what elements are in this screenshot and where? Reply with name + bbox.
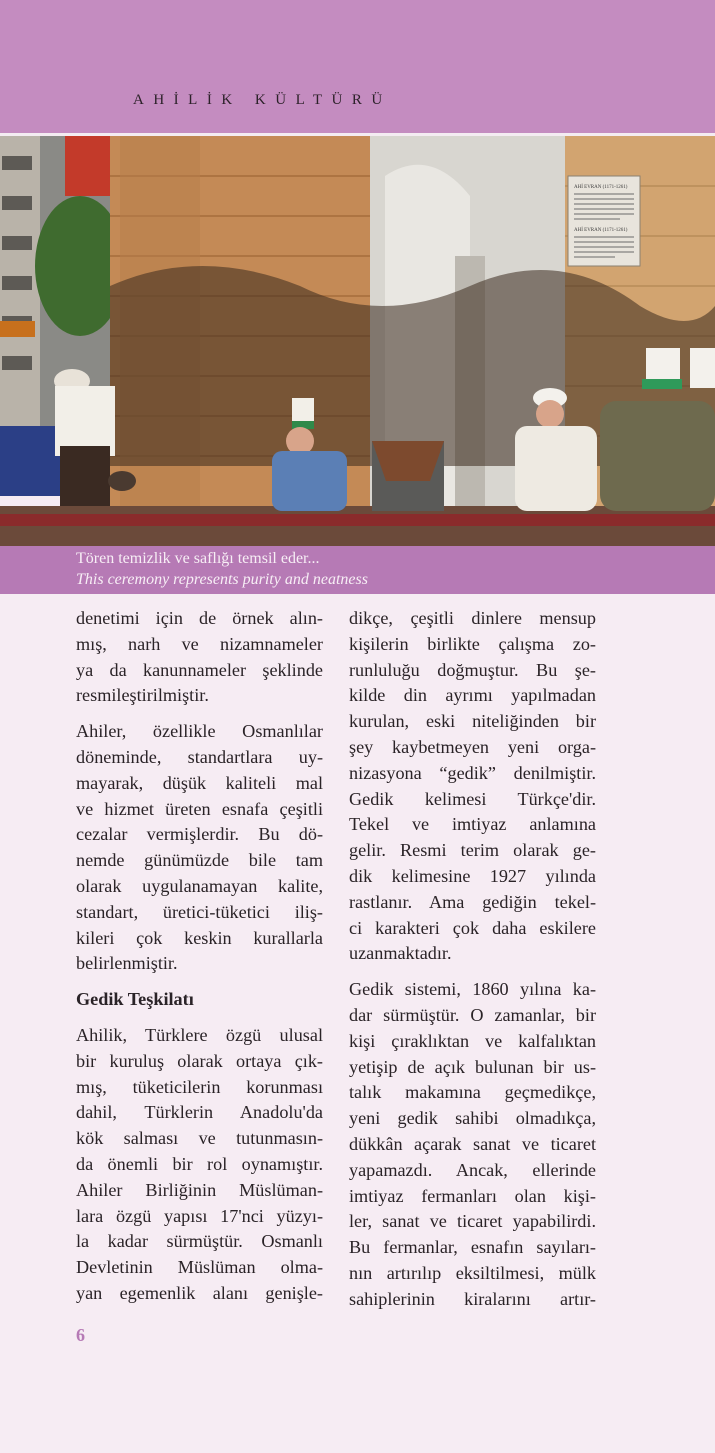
page-number: 6 xyxy=(76,1325,85,1345)
text-line: Gedik sistemi, 1860 yılına ka- xyxy=(349,979,596,1000)
text-line: olarak uygulanamayan kalite, xyxy=(76,875,323,896)
text-line: dar sürmüştür. O zamanlar, bir xyxy=(349,1004,596,1025)
paragraph xyxy=(349,606,596,967)
text-line: Devletinin Müslüman olma- xyxy=(76,1257,323,1278)
caption-english: This ceremony represents purity and neatness xyxy=(76,571,368,588)
text-line: yeni gedik sahibi olmadıkça, xyxy=(349,1108,596,1129)
text-line: yetişip de açık bulunan bir us- xyxy=(349,1056,596,1077)
caption-turkish: Tören temizlik ve saflığı temsil eder... xyxy=(76,550,320,567)
text-line: uzanmaktadır. xyxy=(349,943,452,964)
text-line: yapamazdı. Ancak, ellerinde xyxy=(349,1159,596,1180)
text-line: rastlanır. Ama gediğin tekel- xyxy=(349,891,596,912)
text-line: dükkân açarak sanat ve ticaret xyxy=(349,1133,596,1154)
text-line: dikçe, çeşitli dinlere mensup xyxy=(349,608,596,628)
text-line: talık makamına geçmedikçe, xyxy=(349,1082,596,1103)
text-line: ci karakteri çok daha eskilere xyxy=(349,917,596,938)
text-line: kileri çok keskin kurallarla xyxy=(76,927,323,948)
text-line: runluluğu doğmuştur. Bu şe- xyxy=(349,659,596,680)
paragraph xyxy=(76,719,323,977)
text-line: ler, sanat ve ticaret yapabilirdi. xyxy=(349,1211,596,1232)
text-line: nemde günümüzde bile tam xyxy=(76,850,323,871)
text-line: kilde din ayrımı yapılmadan xyxy=(349,685,596,706)
text-line: nın artırılıp eksiltilmesi, mülk xyxy=(349,1262,596,1283)
text-line: şey kaybetmeyen yeni orga- xyxy=(349,736,596,757)
text-line: gelir. Resmi terim olarak ge- xyxy=(349,840,596,861)
text-line: Ahiler Birliğinin Müslüman- xyxy=(76,1179,323,1200)
page-header xyxy=(0,0,715,133)
text-line: Bu fermanlar, esnafın sayıları- xyxy=(349,1237,596,1258)
text-line: belirlenmiştir. xyxy=(76,953,178,974)
text-line: mayarak, düşük kaliteli mal xyxy=(76,772,323,793)
text-line: Ahilik, Türklere özgü ulusal xyxy=(76,1024,323,1045)
text-line: dik kelimesine 1927 yılında xyxy=(349,865,596,886)
text-line: mış, narh ve nizamnameler xyxy=(76,633,323,654)
text-line: resmileştirilmiştir. xyxy=(76,685,209,706)
text-line: Tekel ve imtiyaz anlamına xyxy=(349,814,596,835)
right-column xyxy=(349,606,596,1323)
text-line: yan egemenlik alanı genişle- xyxy=(76,1282,323,1303)
section-heading: Gedik Teşkilatı xyxy=(76,989,194,1010)
paragraph xyxy=(76,1023,323,1307)
text-line: Ahiler, özellikle Osmanlılar xyxy=(76,721,323,742)
text-line: cezalar vermişlerdir. Bu dö- xyxy=(76,824,323,845)
text-line: denetimi için de örnek alın- xyxy=(76,608,323,628)
ceremony-photo xyxy=(0,136,715,546)
running-header-title: AHİLİK KÜLTÜRÜ xyxy=(133,92,392,108)
text-line: nizasyona “gedik” denilmiştir. xyxy=(349,762,596,783)
text-line: lara özgü yapısı 17'nci yüzyı- xyxy=(76,1205,323,1226)
text-line: dahil, Türklerin Anadolu'da xyxy=(76,1102,323,1123)
text-line: standart, üretici-tüketici iliş- xyxy=(76,901,323,922)
text-line: sahiplerinin kiralarını artır- xyxy=(349,1288,596,1309)
text-line: kurulan, eski niteliğinden bir xyxy=(349,711,596,732)
text-line: Gedik kelimesi Türkçe'dir. xyxy=(349,788,596,809)
text-line: la kadar sürmüştür. Osmanlı xyxy=(76,1231,323,1252)
paragraph xyxy=(76,606,323,709)
text-line: imtiyaz fermanları olan kişi- xyxy=(349,1185,596,1206)
text-line: ve hizmet üreten esnafa çeşitli xyxy=(76,798,323,819)
text-line: kök salması ve tutunmasın- xyxy=(76,1128,323,1149)
plaque-line-1: AHİ EVRAN (1171-1261) xyxy=(574,185,628,190)
text-line: mış, tüketicilerin korunması xyxy=(76,1076,323,1097)
text-line: döneminde, standartlara uy- xyxy=(76,746,323,767)
text-line: da önemli bir rol oynamıştır. xyxy=(76,1153,323,1174)
text-line: ya da kanunnameler şeklinde xyxy=(76,659,323,680)
left-column xyxy=(76,606,323,1317)
text-line: kişi çıraklıktan ve kalfalıktan xyxy=(349,1030,596,1051)
plaque-line-2: AHİ EVRAN (1171-1261) xyxy=(574,228,628,233)
text-line: bir kuruluş olarak ortaya çık- xyxy=(76,1050,323,1071)
paragraph xyxy=(349,977,596,1312)
text-line: kişilerin birlikte çalışma zo- xyxy=(349,633,596,654)
